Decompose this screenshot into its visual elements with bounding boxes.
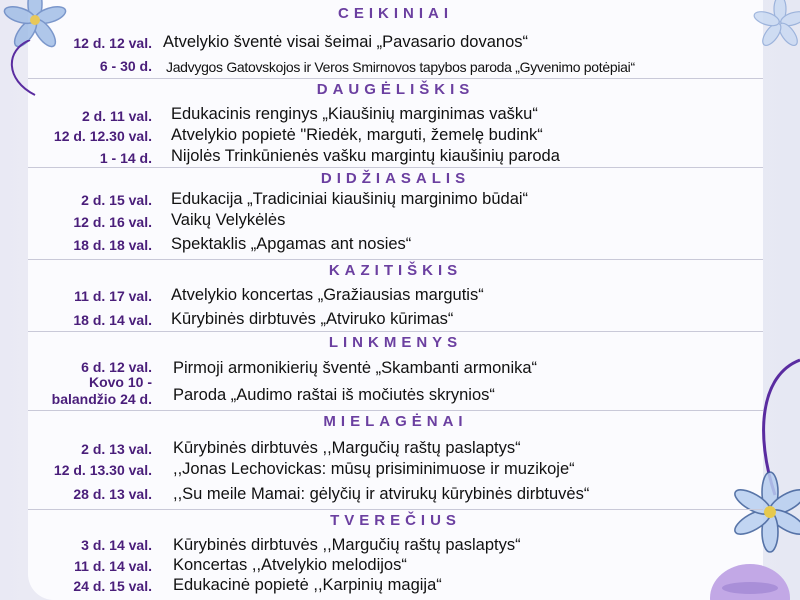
section-header-linkmenys: LINKMENYS bbox=[28, 331, 763, 352]
section-header-mielagenai: MIELAGĖNAI bbox=[28, 410, 763, 431]
event-date: 6 d. 12 val. bbox=[81, 359, 152, 375]
event-title: Kūrybinės dirbtuvės „Atviruko kūrimas“ bbox=[171, 310, 454, 328]
event-date: 3 d. 14 val. bbox=[81, 537, 152, 553]
event-title: Edukacija „Tradiciniai kiaušinių marginimo būdai“ bbox=[171, 190, 529, 208]
event-date-line2: balandžio 24 d. bbox=[51, 391, 152, 407]
event-date: 1 - 14 d. bbox=[99, 150, 152, 166]
event-title: Kūrybinės dirbtuvės ,,Margučių raštų paslaptys“ bbox=[173, 439, 521, 457]
event-date: 12 d. 13.30 val. bbox=[53, 462, 152, 478]
event-date: 11 d. 17 val. bbox=[74, 288, 152, 304]
event-date: 18 d. 18 val. bbox=[73, 237, 152, 253]
event-title: ,,Jonas Lechovickas: mūsų prisiminimuose ir muzikoje“ bbox=[173, 460, 575, 478]
event-title: Koncertas ,,Atvelykio melodijos“ bbox=[173, 556, 407, 574]
event-title: Edukacinė popietė ,,Karpinių magija“ bbox=[173, 576, 442, 594]
event-title: ,,Su meile Mamai: gėlyčių ir atvirukų kūrybinės dirbtuvės“ bbox=[173, 485, 590, 503]
event-title: Atvelykio popietė "Riedėk, marguti, žemelę budink“ bbox=[171, 126, 543, 144]
event-date: 12 d. 12 val. bbox=[73, 35, 152, 51]
event-date: 12 d. 16 val. bbox=[73, 214, 152, 230]
event-title: Jadvygos Gatovskojos ir Veros Smirnovos tapybos paroda „Gyvenimo potėpiai“ bbox=[166, 59, 635, 75]
event-title: Vaikų Velykėlės bbox=[171, 211, 286, 229]
event-date: 28 d. 13 val. bbox=[73, 486, 152, 502]
section-header-daugeliskis: DAUGĖLIŠKIS bbox=[28, 78, 763, 99]
event-title: Atvelykio šventė visai šeimai „Pavasario dovanos“ bbox=[163, 33, 528, 51]
section-header-ceikiniai: CEIKINIAI bbox=[337, 4, 453, 22]
event-date: 2 d. 15 val. bbox=[81, 192, 152, 208]
section-header-tverecius: TVEREČIUS bbox=[28, 509, 763, 530]
event-title: Edukacinis renginys „Kiaušinių marginimas vašku“ bbox=[171, 105, 538, 123]
section-header-didziasalis: DIDŽIASALIS bbox=[28, 167, 763, 188]
event-title: Spektaklis „Apgamas ant nosies“ bbox=[171, 235, 412, 253]
event-title: Paroda „Audimo raštai iš močiutės skrynios“ bbox=[173, 386, 495, 404]
event-date: 2 d. 11 val. bbox=[81, 108, 152, 124]
event-date: 12 d. 12.30 val. bbox=[53, 128, 152, 144]
event-title: Atvelykio koncertas „Gražiausias margutis“ bbox=[171, 286, 484, 304]
event-title: Kūrybinės dirbtuvės ,,Margučių raštų paslaptys“ bbox=[173, 536, 521, 554]
event-date: 11 d. 14 val. bbox=[74, 558, 152, 574]
event-date: 24 d. 15 val. bbox=[73, 578, 152, 594]
section-header-kazitiskis: KAZITIŠKIS bbox=[28, 259, 763, 280]
event-date-line1: Kovo 10 - bbox=[88, 374, 152, 390]
event-date: 18 d. 14 val. bbox=[73, 312, 152, 328]
event-title: Nijolės Trinkūnienės vašku margintų kiaušinių paroda bbox=[171, 147, 560, 165]
event-title: Pirmoji armonikierių šventė „Skambanti armonika“ bbox=[173, 359, 538, 377]
event-date: 2 d. 13 val. bbox=[81, 441, 152, 457]
event-date: 6 - 30 d. bbox=[99, 58, 152, 74]
